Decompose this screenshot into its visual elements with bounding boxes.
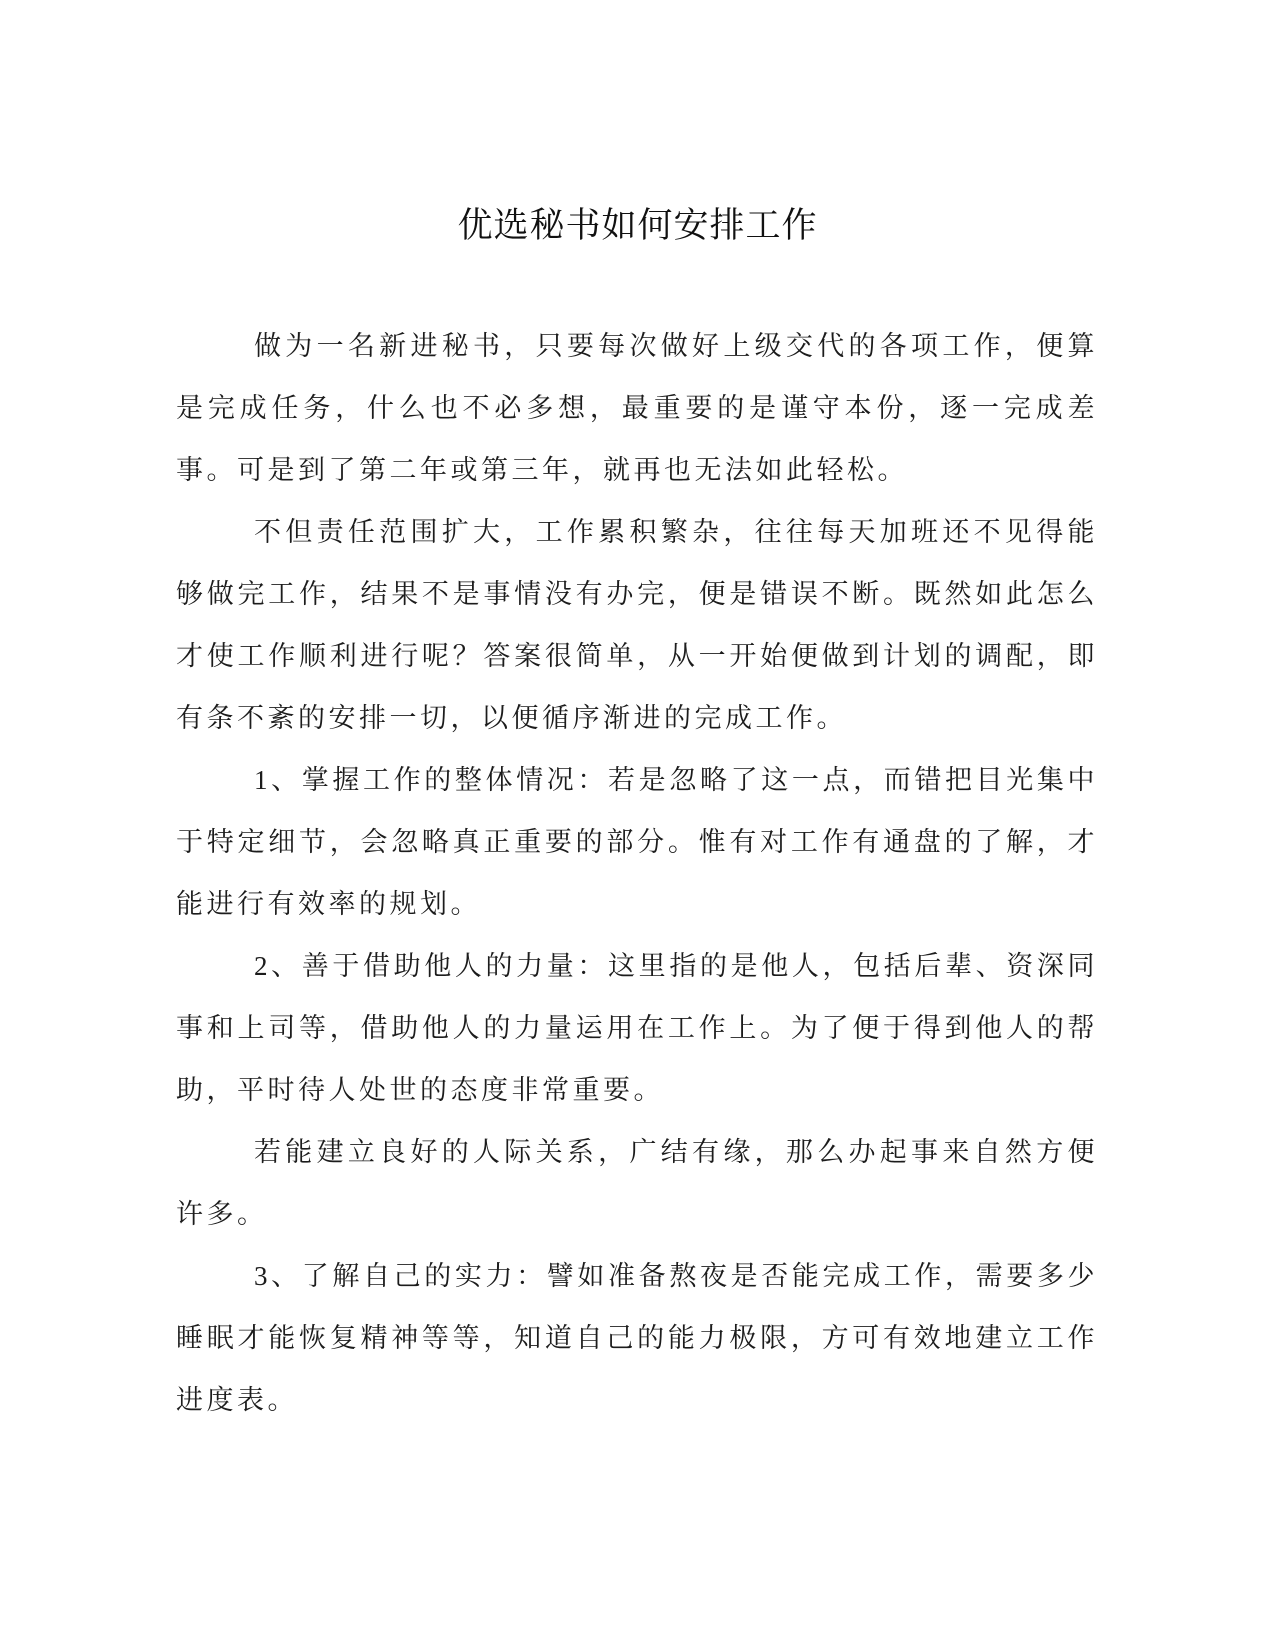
- document-title: 优选秘书如何安排工作: [457, 206, 818, 245]
- paragraph: 2、善于借助他人的力量：这里指的是他人，包括后辈、资深同事和上司等，借助他人的力量运用在工作上。为了便于得到他人的帮助，平时待人处世的态度非常重要。: [176, 951, 1098, 1105]
- document-body: [176, 315, 1098, 1431]
- paragraph: 做为一名新进秘书，只要每次做好上级交代的各项工作，便算是完成任务，什么也不必多想，最重要的是谨守本份，逐一完成差事。可是到了第二年或第三年，就再也无法如此轻松。: [176, 331, 1098, 485]
- paragraph: 若能建立良好的人际关系，广结有缘，那么办起事来自然方便许多。: [176, 1137, 1098, 1229]
- paragraph: 3、了解自己的实力：譬如准备熬夜是否能完成工作，需要多少睡眠才能恢复精神等等，知道自己的能力极限，方可有效地建立工作进度表。: [176, 1261, 1098, 1415]
- paragraph: 1、掌握工作的整体情况：若是忽略了这一点，而错把目光集中于特定细节，会忽略真正重要的部分。惟有对工作有通盘的了解，才能进行有效率的规划。: [176, 765, 1098, 919]
- paragraph: 不但责任范围扩大，工作累积繁杂，往往每天加班还不见得能够做完工作，结果不是事情没有办完，便是错误不断。既然如此怎么才使工作顺利进行呢？答案很简单，从一开始便做到计划的调配，即有条不紊的安排一切，以便循序渐进的完成工作。: [176, 517, 1098, 733]
